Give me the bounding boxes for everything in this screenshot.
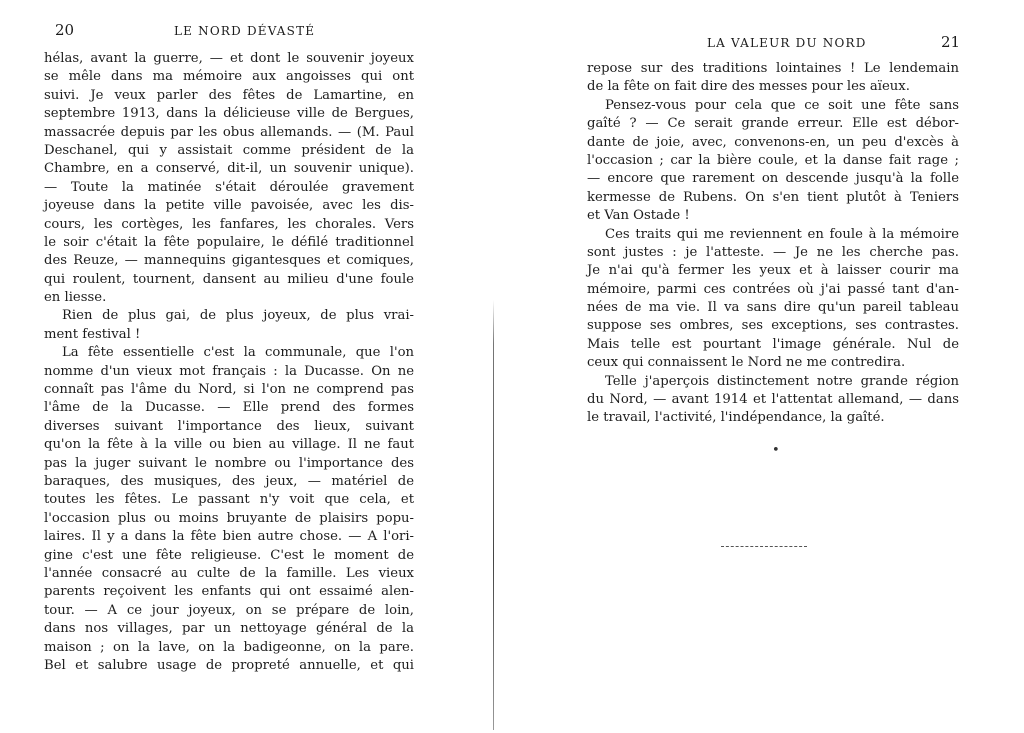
ornament-dot: • (772, 443, 780, 458)
text-line: kermesse de Rubens. On s'en tient plutôt à Teniers (587, 189, 959, 205)
left-page-text (44, 50, 414, 675)
text-line: suppose ses ombres, ses exceptions, ses contrastes. (587, 318, 959, 334)
text-line: mémoire, parmi ces contrées où j'ai passé tant d'an- (587, 281, 959, 297)
right-page-text (587, 60, 959, 428)
text-line: Bel et salubre usage de propreté annuelle, et qui (44, 657, 414, 673)
text-line: baraques, des musiques, des jeux, — matériel de (44, 473, 414, 489)
end-rule (721, 546, 807, 548)
text-line: septembre 1913, dans la délicieuse ville de Bergues, (44, 106, 414, 122)
left-running-title: LE NORD DÉVASTÉ (174, 24, 316, 38)
text-line: Deschanel, qui y assistait comme président de la (44, 142, 414, 158)
text-line: — encore que rarement on descende jusqu'à la folle (587, 171, 959, 187)
text-line: — Toute la matinée s'était déroulée gravement (44, 179, 414, 195)
text-line: Je n'ai qu'à fermer les yeux et à laisser courir ma (587, 263, 959, 279)
text-line: sont justes : je l'atteste. — Je ne les cherche pas. (587, 244, 959, 260)
text-line: La fête essentielle c'est la communale, que l'on (62, 345, 414, 361)
text-line: connaît pas l'âme du Nord, si l'on ne comprend pas (44, 382, 414, 398)
text-line: en liesse. (44, 290, 107, 306)
text-line: repose sur des traditions lointaines ! Le lendemain (587, 61, 959, 76)
text-line: du Nord, — avant 1914 et l'attentat allemand, — dans (587, 392, 959, 408)
text-line: Pensez-vous pour cela que ce soit une fête sans (605, 97, 959, 113)
text-line: et Van Ostade ! (587, 208, 690, 224)
text-line: le travail, l'activité, l'indépendance, la gaîté. (587, 410, 885, 426)
text-line: le soir c'était la fête populaire, le défilé traditionnel (44, 234, 414, 250)
text-line: des Reuze, — mannequins gigantesques et comiques, (44, 253, 414, 269)
text-line: l'occasion plus ou moins bruyante de plaisirs popu- (44, 510, 414, 526)
text-line: de la fête on fait dire des messes pour les aïeux. (587, 79, 910, 95)
right-running-title: LA VALEUR DU NORD (707, 36, 867, 50)
text-line: dante de joie, avec, convenons-en, un peu d'excès à (587, 134, 959, 150)
text-line: suivi. Je veux parler des fêtes de Lamartine, en (44, 87, 414, 103)
text-line: ment festival ! (44, 326, 141, 342)
text-line: massacrée depuis par les obus allemands. — (M. Paul (44, 124, 414, 140)
text-line: nomme d'un vieux mot français : la Ducasse. On ne (44, 363, 414, 379)
text-line: joyeuse dans la petite ville pavoisée, avec les dis- (44, 198, 414, 214)
text-line: toutes les fêtes. Le passant n'y voit que cela, et (44, 492, 414, 508)
right-page-number: 21 (941, 33, 961, 51)
text-line: pas la juger suivant le nombre ou l'importance des (44, 455, 414, 471)
text-line: ceux qui connaissent le Nord ne me contredira. (587, 355, 906, 371)
left-page-number: 20 (55, 21, 75, 39)
text-line: diverses suivant l'importance des lieux, suivant (44, 418, 414, 434)
text-line: nées de ma vie. Il va sans dire qu'un pareil tableau (587, 300, 959, 316)
book-gutter (493, 300, 494, 730)
text-line: gine c'est une fête religieuse. C'est le moment de (44, 547, 414, 563)
text-line: qui roulent, tournent, dansent au milieu d'une foule (44, 271, 414, 287)
text-line: gaîté ? — Ce serait grande erreur. Elle est débor- (587, 116, 959, 132)
text-line: Rien de plus gai, de plus joyeux, de plus vrai- (62, 308, 414, 324)
text-line: hélas, avant la guerre, — et dont le souvenir joyeux (44, 51, 414, 66)
text-line: cours, les cortèges, les fanfares, les chorales. Vers (44, 216, 414, 232)
text-line: tour. — A ce jour joyeux, on se prépare de loin, (44, 602, 414, 618)
text-line: qu'on la fête à la ville ou bien au village. Il ne faut (44, 437, 414, 453)
text-line: l'occasion ; car la bière coule, et la danse fait rage ; (587, 152, 959, 168)
text-line: l'année consacré au culte de la famille. Les vieux (44, 565, 414, 581)
text-line: l'âme de la Ducasse. — Elle prend des formes (44, 400, 414, 416)
text-line: dans nos villages, par un nettoyage général de la (44, 621, 414, 637)
text-line: Mais telle est pourtant l'image générale. Nul de (587, 336, 959, 352)
text-line: se mêle dans ma mémoire aux angoisses qui ont (44, 69, 414, 85)
text-line: Chambre, en a conservé, dit-il, un souvenir unique). (44, 161, 414, 177)
text-line: Ces traits qui me reviennent en foule à la mémoire (605, 226, 959, 242)
text-line: parents reçoivent les enfants qui ont essaimé alen- (44, 584, 414, 600)
text-line: laires. Il y a dans la fête bien autre chose. — A l'ori- (44, 529, 414, 545)
text-line: Telle j'aperçois distinctement notre grande région (605, 373, 959, 389)
text-line: maison ; on la lave, on la badigeonne, on la pare. (44, 639, 414, 655)
